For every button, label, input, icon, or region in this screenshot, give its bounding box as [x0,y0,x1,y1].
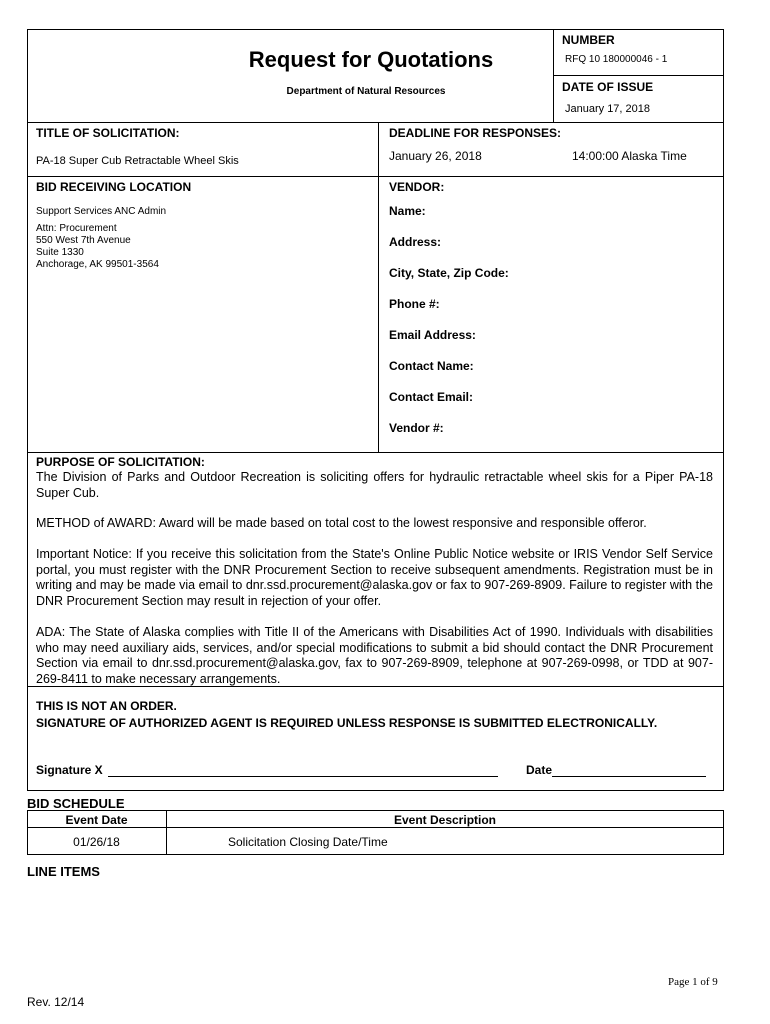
vendor-name-field[interactable]: Name: [389,204,426,218]
vendor-phone-field[interactable]: Phone #: [389,297,440,311]
bid-schedule-col-date: Event Date [65,813,128,827]
number-label: NUMBER [562,33,615,47]
method-of-award: METHOD of AWARD: Award will be made based on total cost to the lowest responsive and responsible offeror. [36,516,647,530]
deadline-date: January 26, 2018 [389,149,482,163]
bid-schedule-row-description: Solicitation Closing Date/Time [228,835,388,849]
vendor-address-field[interactable]: Address: [389,235,442,249]
header-bottom-line [27,122,724,123]
purpose-text: The Division of Parks and Outdoor Recreation is soliciting offers for hydraulic retractable wheel skis for a Piper PA-18 Super Cub. [36,470,713,500]
signature-required-notice: SIGNATURE OF AUTHORIZED AGENT IS REQUIRED UNLESS RESPONSE IS SUBMITTED ELECTRONICALLY. [36,716,658,730]
bid-location-name: Support Services ANC Admin [36,206,167,217]
vendor-email-field[interactable]: Email Address: [389,328,476,342]
title-of-solicitation-label: TITLE OF SOLICITATION: [36,126,180,140]
line-items-heading: LINE ITEMS [27,864,100,879]
header-number-divider [553,75,724,76]
vendor-city-state-zip-field[interactable]: City, State, Zip Code: [389,266,509,280]
solicitation-bottom-line [27,176,724,177]
bid-location-label: BID RECEIVING LOCATION [36,180,192,194]
bid-location-line-4: Anchorage, AK 99501-3564 [36,259,159,270]
page-title: Request for Quotations [248,47,494,72]
purpose-bottom-line [27,686,724,687]
department-name: Department of Natural Resources [286,86,446,97]
date-line[interactable] [552,776,706,777]
number-value: RFQ 10 180000046 - 1 [565,54,668,65]
title-of-solicitation-value: PA-18 Super Cub Retractable Wheel Skis [36,155,239,167]
important-notice: Important Notice: If you receive this solicitation from the State's Online Public Notice website or IRIS Vendor Self Service portal, you must register with the DNR Procurement Section to receive subsequent amendments. Registration must be in writing and may be made via email to dnr.ssd.procurement@alaska.gov or fax to 907-269-8909. Failure to register with the DNR Procurement Section may result in rejection of your offer. [36,547,713,608]
vendor-contact-email-field[interactable]: Contact Email: [389,390,474,404]
vendor-label: VENDOR: [389,180,445,194]
date-of-issue-value: January 17, 2018 [565,103,651,115]
signature-line[interactable] [108,776,498,777]
page-number: Page 1 of 9 [668,976,718,988]
signature-label: Signature X [36,763,103,777]
deadline-time: 14:00:00 Alaska Time [572,149,687,163]
bid-location-line-3: Suite 1330 [36,247,84,258]
date-label: Date [526,763,553,777]
middle-divider [378,122,379,452]
revision: Rev. 12/14 [27,995,85,1009]
bid-schedule-heading: BID SCHEDULE [27,796,125,811]
bid-schedule-col-description: Event Description [393,813,497,827]
bid-location-line-2: 550 West 7th Avenue [36,235,131,246]
not-an-order: THIS IS NOT AN ORDER. [36,699,177,713]
vendor-number-field[interactable]: Vendor #: [389,421,444,435]
deadline-label: DEADLINE FOR RESPONSES: [389,126,562,140]
vendor-contact-name-field[interactable]: Contact Name: [389,359,474,373]
bid-schedule-row-date: 01/26/18 [73,835,120,849]
date-of-issue-label: DATE OF ISSUE [562,80,654,94]
bid-schedule-header-line [27,827,724,828]
header-divider [553,29,554,123]
purpose-label: PURPOSE OF SOLICITATION: [36,455,205,469]
ada-notice: ADA: The State of Alaska complies with Title II of the Americans with Disabilities Act of 1990. Individuals with disabilities who may need auxiliary aids, services, and/or special modifications to submit a bid should contact the DNR Procurement Section via email to dnr.ssd.procurement@alaska.gov, fax to 907-269-8909, telephone at 907-269-0998, or TDD at 907-269-8411 to make necessary arrangements. [36,625,713,686]
vendor-bottom-line [27,452,724,453]
bid-location-line-1: Attn: Procurement [36,223,117,234]
